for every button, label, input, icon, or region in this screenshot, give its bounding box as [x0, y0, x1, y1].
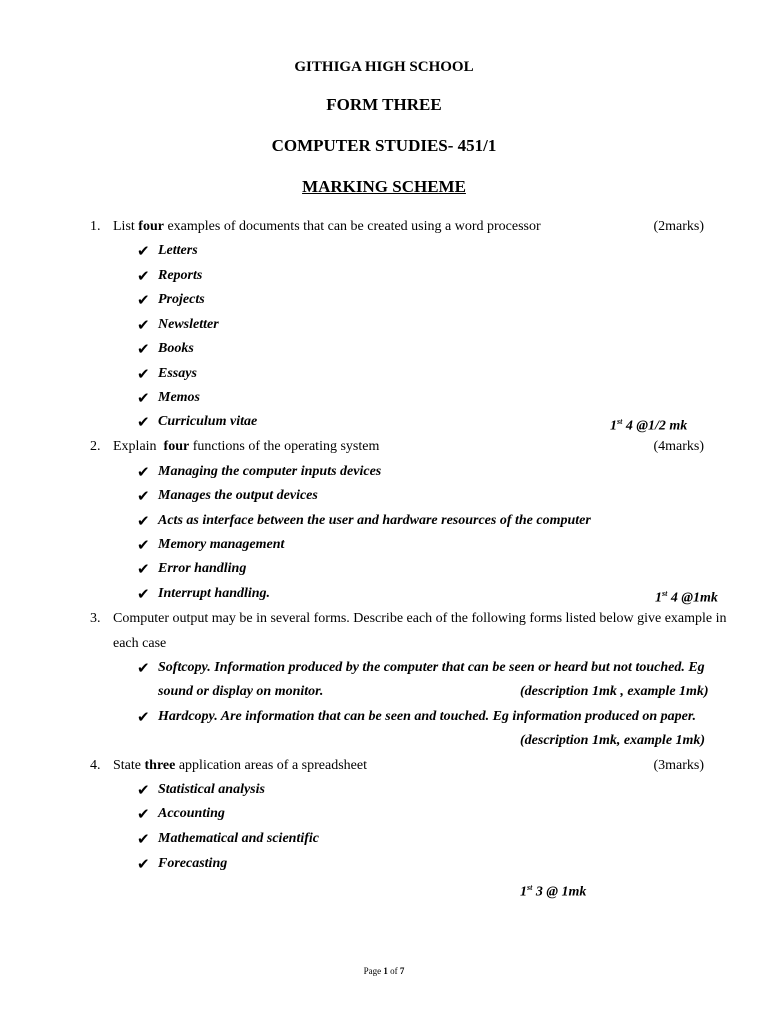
answer-item: ✔ Mathematical and scientific [137, 830, 319, 848]
answer-item: ✔ Essays [137, 365, 197, 383]
answer-item: ✔ Managing the computer inputs devices [137, 463, 382, 481]
checkmark-icon: ✔ [137, 585, 150, 603]
question-1 [0, 216, 768, 238]
question-3 [0, 608, 768, 630]
checkmark-icon: ✔ [137, 487, 150, 505]
question-marks: (3marks) [653, 758, 704, 773]
question-number: 1. [90, 219, 101, 234]
question-text: Explain four functions of the operating system [113, 439, 380, 454]
answer-item-continued: sound or display on monitor. (description 1mk , example 1mk) [0, 681, 768, 703]
checkmark-icon: ✔ [137, 242, 150, 260]
answer-item: ✔ Memory management [137, 536, 285, 554]
checkmark-icon: ✔ [137, 560, 150, 578]
question-text: each case [113, 636, 167, 651]
school-name: GITHIGA HIGH SCHOOL [294, 59, 474, 75]
checkmark-icon: ✔ [137, 463, 150, 481]
checkmark-icon: ✔ [137, 413, 150, 431]
score-note: 1st 4 @1mk [655, 589, 718, 606]
question-4 [0, 755, 768, 777]
page-footer: Page 1 of 7 [363, 966, 405, 976]
question-3-continued [0, 633, 768, 655]
answer-item: ✔ Interrupt handling. 1st 4 @1mk [0, 583, 768, 605]
checkmark-icon: ✔ [137, 291, 150, 309]
checkmark-icon: ✔ [137, 267, 150, 285]
score-line [0, 877, 768, 899]
answer-item: ✔ Softcopy. Information produced by the computer that can be seen or heard but not touched. Eg [137, 659, 705, 677]
form-heading: FORM THREE [326, 95, 442, 114]
question-number: 3. [90, 611, 101, 626]
checkmark-icon: ✔ [137, 512, 150, 530]
answer-item: ✔ Curriculum vitae 1st 4 @1/2 mk [0, 411, 768, 433]
answer-item: ✔ Forecasting [137, 855, 228, 873]
answer-item: ✔ Accounting [137, 805, 225, 823]
answer-item: ✔ Statistical analysis [137, 781, 265, 799]
checkmark-icon: ✔ [137, 855, 150, 873]
checkmark-icon: ✔ [137, 708, 150, 726]
document-title: MARKING SCHEME [302, 177, 466, 196]
score-note: (description 1mk, example 1mk) [520, 733, 706, 748]
checkmark-icon: ✔ [137, 316, 150, 334]
answer-item: ✔ Manages the output devices [137, 487, 318, 505]
checkmark-icon: ✔ [137, 805, 150, 823]
score-note: 1st 3 @ 1mk [520, 883, 587, 900]
question-text: List four examples of documents that can be created using a word processor [113, 219, 541, 234]
checkmark-icon: ✔ [137, 536, 150, 554]
question-number: 2. [90, 439, 101, 454]
answer-item: ✔ Books [137, 340, 194, 358]
question-marks: (4marks) [653, 439, 704, 454]
checkmark-icon: ✔ [137, 389, 150, 407]
checkmark-icon: ✔ [137, 781, 150, 799]
score-note: (description 1mk , example 1mk) [520, 684, 709, 699]
question-marks: (2marks) [653, 219, 704, 234]
answer-item: ✔ Projects [137, 291, 205, 309]
question-number: 4. [90, 758, 101, 773]
checkmark-icon: ✔ [137, 365, 150, 383]
answer-item-continued [0, 730, 768, 752]
checkmark-icon: ✔ [137, 659, 150, 677]
question-2 [0, 436, 768, 458]
score-note: 1st 4 @1/2 mk [610, 417, 688, 434]
answer-item: ✔ Letters [137, 242, 198, 260]
answer-item: ✔ Reports [137, 267, 203, 285]
answer-item: ✔ Memos [137, 389, 200, 407]
question-text: State three application areas of a spreadsheet [113, 758, 367, 773]
question-text: Computer output may be in several forms. Describe each of the following forms listed below give example in [113, 611, 727, 626]
answer-item: ✔ Acts as interface between the user and hardware resources of the computer [137, 512, 591, 530]
answer-item: ✔ Hardcopy. Are information that can be seen and touched. Eg information produced on paper. [137, 708, 697, 726]
checkmark-icon: ✔ [137, 340, 150, 358]
subject-heading: COMPUTER STUDIES- 451/1 [271, 136, 497, 155]
answer-item: ✔ Newsletter [137, 316, 219, 334]
checkmark-icon: ✔ [137, 830, 150, 848]
answer-item: ✔ Error handling [137, 560, 247, 578]
